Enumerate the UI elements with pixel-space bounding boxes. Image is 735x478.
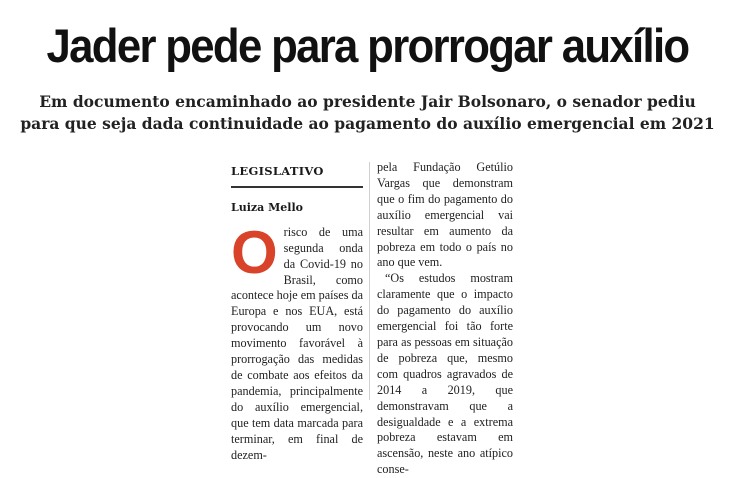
section-label: LEGISLATIVO: [231, 160, 363, 188]
article-column-2: [377, 160, 513, 478]
subheadline: Em documento encaminhado ao presidente Jair Bolsonaro, o senador pediu para que seja dada continuidade ao pagamento do auxílio emergencial em 2021: [20, 92, 715, 133]
article-paragraph-1: [231, 218, 363, 464]
article-column-1: [231, 160, 363, 463]
column-divider: [369, 162, 370, 400]
author-byline: Luiza Mello: [231, 200, 303, 214]
article-paragraph-2: pela Fundação Getúlio Vargas que demonstram que o fim do pagamento do auxílio emergencial vai resultar em aumento da pobreza em todo o país no ano que vem.: [377, 160, 513, 270]
drop-cap: O: [231, 218, 278, 286]
headline: Jader pede para prorrogar auxílio: [46, 19, 689, 72]
article-paragraph-3: “Os estudos mostram claramente que o impacto do pagamento do auxílio emergencial foi tão forte para as pessoas em situação de pobreza que, mesmo com quadros agravados de 2014 a 2019, que demonstravam que a desigualdade e a extrema pobreza estavam em ascensão, neste ano atípico conse-: [377, 271, 513, 477]
article-text-1: risco de uma segunda onda da Covid-19 no Brasil, como acontece hoje em países da Europa e nos EUA, está provocando um novo movimento favorável à prorrogação das medidas de combate aos efeitos da pandemia, principalmente do auxílio emergencial, que tem data marcada para terminar, em final de dezem-: [231, 224, 363, 462]
